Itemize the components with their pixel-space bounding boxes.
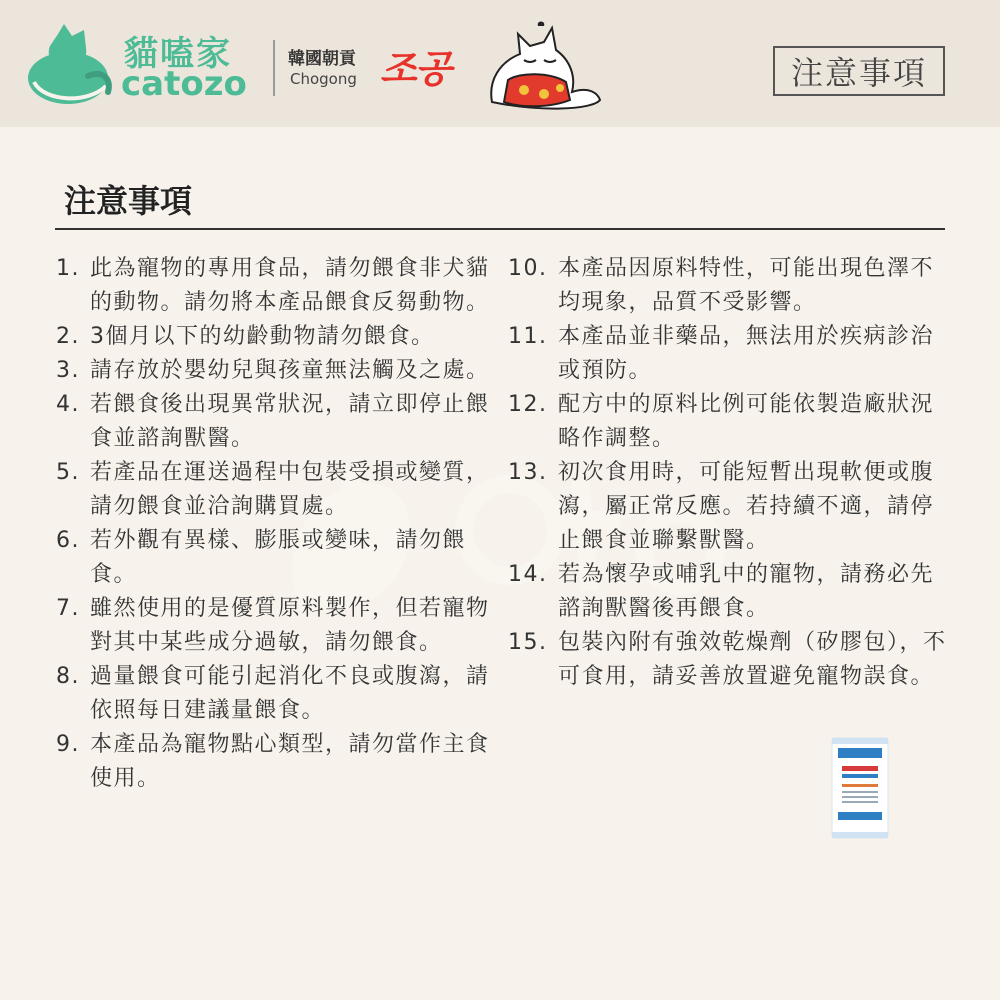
item-text: 此為寵物的專用食品，請勿餵食非犬貓的動物。請勿將本產品餵食反芻動物。 [90,256,490,315]
cat-mascot-icon [480,20,605,112]
silica-gel-packet-icon [830,736,890,840]
notice-list-right [508,252,948,694]
partner-name-en: Chogong [290,70,357,88]
list-item [56,354,496,388]
list-item [508,456,948,558]
list-item [56,388,496,456]
list-item [56,728,496,796]
item-number: 13. [508,460,548,485]
item-number: 7. [56,596,80,621]
item-text: 本產品並非藥品，無法用於疾病診治或預防。 [558,324,935,383]
item-text: 初次食用時，可能短暫出現軟便或腹瀉，屬正常反應。若持續不適，請停止餵食並聯繫獸醫。 [558,460,935,553]
item-text: 若餵食後出現異常狀況，請立即停止餵食並諮詢獸醫。 [90,392,490,451]
page-title: 注意事項 [64,182,193,220]
list-item [56,524,496,592]
item-number: 10. [508,256,548,281]
notice-list-left [56,252,496,796]
item-text: 本產品因原料特性，可能出現色澤不均現象，品質不受影響。 [558,256,935,315]
korean-logo: 조공 [380,47,450,91]
item-text: 若為懷孕或哺乳中的寵物，請務必先諮詢獸醫後再餵食。 [558,562,935,621]
item-text: 請存放於嬰幼兒與孩童無法觸及之處。 [90,358,490,383]
item-text: 包裝內附有強效乾燥劑（矽膠包），不可食用，請妥善放置避免寵物誤食。 [558,630,947,689]
list-item [56,456,496,524]
item-number: 5. [56,460,80,485]
item-text: 若外觀有異樣、膨脹或變味，請勿餵食。 [90,528,467,587]
item-number: 4. [56,392,80,417]
list-item [508,252,948,320]
list-item [56,660,496,728]
item-number: 6. [56,528,80,553]
list-item [56,252,496,320]
item-number: 3. [56,358,80,383]
brand-name-en: catozo [121,64,247,104]
item-text: 若產品在運送過程中包裝受損或變質，請勿餵食並洽詢購買處。 [90,460,490,519]
list-item [508,626,948,694]
list-item [508,388,948,456]
item-number: 15. [508,630,548,655]
list-item [508,558,948,626]
header-bar [0,0,1000,127]
list-item [56,592,496,660]
list-item [56,320,496,354]
cat-logo-icon [28,22,114,106]
item-number: 8. [56,664,80,689]
item-number: 14. [508,562,548,587]
header-divider [273,40,275,96]
item-number: 2. [56,324,80,349]
list-item [508,320,948,388]
brand-name-cn: 貓嗑家 [124,34,232,74]
item-text: 雖然使用的是優質原料製作，但若寵物對其中某些成分過敏，請勿餵食。 [90,596,490,655]
notice-tag: 注意事項 [773,46,945,96]
item-text: 配方中的原料比例可能依製造廠狀況略作調整。 [558,392,935,451]
item-text: 3個月以下的幼齡動物請勿餵食。 [90,324,435,349]
item-number: 12. [508,392,548,417]
title-divider [55,228,945,230]
partner-name-cn: 韓國朝貢 [288,49,356,69]
item-text: 過量餵食可能引起消化不良或腹瀉，請依照每日建議量餵食。 [90,664,490,723]
item-number: 9. [56,732,80,757]
item-number: 1. [56,256,80,281]
item-text: 本產品為寵物點心類型，請勿當作主食使用。 [90,732,490,791]
item-number: 11. [508,324,548,349]
